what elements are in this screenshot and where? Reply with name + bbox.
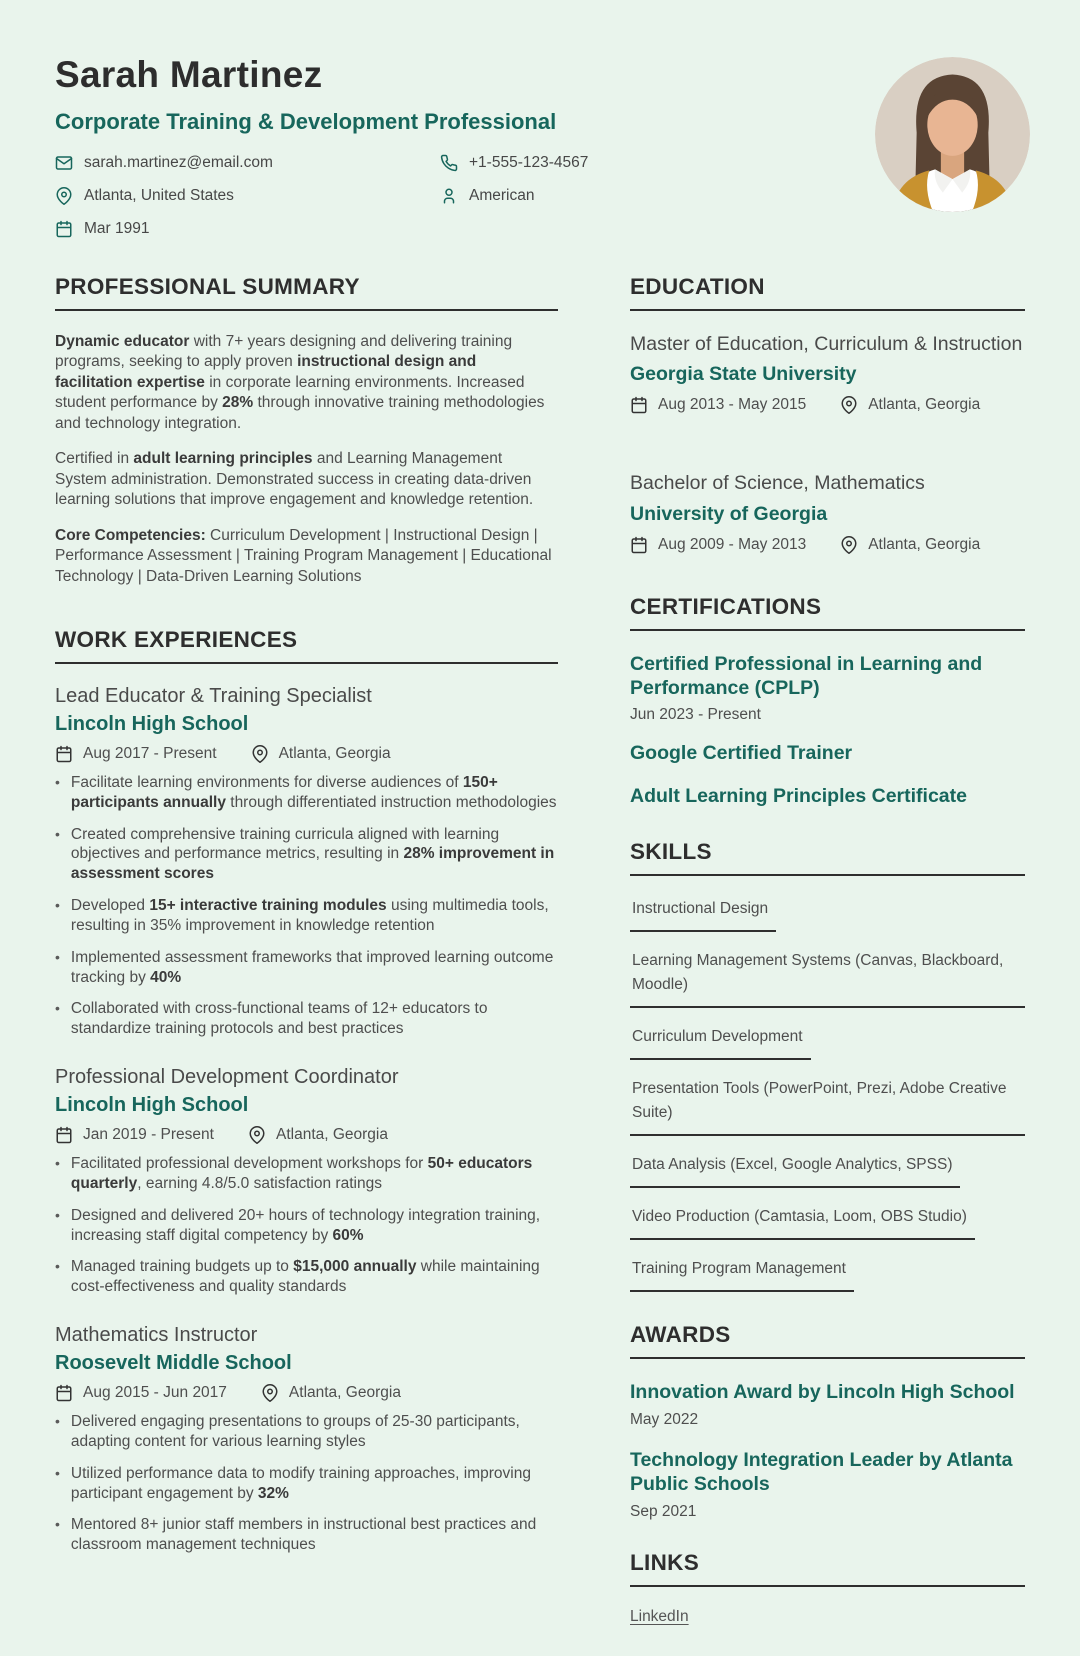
right-column (630, 274, 1025, 1626)
job-company: Lincoln High School (55, 1094, 249, 1117)
skill-item: Training Program Management (630, 1257, 854, 1292)
calendar-icon (55, 745, 73, 763)
map-pin-icon (261, 1384, 279, 1402)
skill-item: Video Production (Camtasia, Loom, OBS Studio) (630, 1205, 975, 1240)
job-headline: Corporate Training & Development Professional (55, 109, 557, 134)
map-pin-icon (840, 536, 858, 554)
education-meta (630, 396, 1025, 414)
person-name: Sarah Martinez (55, 54, 323, 95)
skill-item: Data Analysis (Excel, Google Analytics, SPSS) (630, 1153, 960, 1188)
summary-paragraph: Dynamic educator with 7+ years designing and delivering training programs, seeking to apply proven instructional design and facilitation expertise in corporate learning environments. Increased student performance by 28% through innovative training methodologies and technology integration. (55, 333, 545, 432)
skill-item: Curriculum Development (630, 1025, 811, 1060)
degree-title: Master of Education, Curriculum & Instruction (630, 333, 1023, 355)
bullet-dot: • (55, 897, 60, 914)
education-entry (630, 471, 1025, 553)
bullet-item (55, 1412, 558, 1452)
calendar-icon (55, 1384, 73, 1402)
job-company: Lincoln High School (55, 712, 249, 735)
bullet-text: Developed 15+ interactive training modules using multimedia tools, resulting in 35% improvement in knowledge retention (70, 897, 549, 934)
section-heading-links: LINKS (630, 1550, 1025, 1587)
bullet-dot: • (55, 948, 60, 965)
bullet-item (55, 1206, 558, 1246)
bullet-dot: • (55, 1516, 60, 1533)
job-title: Mathematics Instructor (55, 1324, 258, 1347)
award-name: Technology Integration Leader by Atlanta Public Schools (630, 1448, 1013, 1496)
education-dates: Aug 2009 - May 2013 (658, 535, 807, 553)
section-awards (630, 1322, 1025, 1520)
job-meta (55, 1384, 558, 1402)
job-entry (55, 1324, 558, 1555)
contact-birthdate-value: Mar 1991 (84, 220, 150, 237)
job-meta (55, 1126, 558, 1144)
calendar-icon (630, 536, 648, 554)
education-entry (630, 332, 1025, 414)
bullet-text: Mentored 8+ junior staff members in instructional best practices and classroom management techniques (70, 1516, 537, 1554)
skill-item: Learning Management Systems (Canvas, Blackboard, Moodle) (630, 949, 1025, 1008)
bullet-text: Managed training budgets up to $15,000 annually while maintaining cost-effectiveness and quality standards (70, 1258, 540, 1296)
education-location: Atlanta, Georgia (868, 396, 981, 414)
section-heading-work: WORK EXPERIENCES (55, 627, 558, 664)
person-icon (440, 187, 458, 205)
certification-dates: Jun 2023 - Present (630, 705, 761, 723)
bullet-text: Designed and delivered 20+ hours of technology integration training, increasing staff digital competency by 60% (70, 1206, 541, 1244)
award-name: Innovation Award by Lincoln High School (630, 1381, 1015, 1404)
bullet-dot: • (55, 1206, 60, 1223)
bullet-dot: • (55, 1000, 60, 1017)
bullet-item (55, 825, 558, 884)
contact-phone (440, 154, 835, 172)
bullet-dot: • (55, 1413, 60, 1430)
skill-item: Instructional Design (630, 897, 776, 932)
contact-email (55, 154, 440, 172)
header (55, 54, 1025, 238)
section-education (630, 274, 1025, 554)
bullet-item (55, 1464, 558, 1504)
contact-nationality (440, 187, 835, 205)
left-column (55, 274, 558, 1582)
school-name: Georgia State University (630, 363, 857, 386)
job-entry (55, 1066, 558, 1297)
award-date: May 2022 (630, 1410, 699, 1428)
job-title: Professional Development Coordinator (55, 1066, 399, 1089)
bullet-text: Facilitated professional development workshops for 50+ educators quarterly, earning 4.8/5.0 satisfaction ratings (70, 1155, 533, 1192)
job-dates: Jan 2019 - Present (83, 1126, 214, 1144)
education-location: Atlanta, Georgia (868, 535, 981, 553)
bullet-dot: • (55, 825, 60, 842)
calendar-icon (55, 1126, 73, 1144)
section-heading-summary: PROFESSIONAL SUMMARY (55, 274, 558, 311)
calendar-icon (630, 396, 648, 414)
skill-item: Presentation Tools (PowerPoint, Prezi, Adobe Creative Suite) (630, 1077, 1025, 1136)
section-work-experiences (55, 627, 558, 1555)
contact-birthdate (55, 220, 440, 238)
bullet-text: Utilized performance data to modify training approaches, improving participant engagement by 32% (70, 1464, 531, 1502)
bullet-text: Implemented assessment frameworks that improved learning outcome tracking by 40% (70, 948, 554, 986)
linkedin-link[interactable]: LinkedIn (630, 1607, 689, 1625)
section-heading-certifications: CERTIFICATIONS (630, 594, 1025, 631)
contact-nationality-value: American (469, 187, 535, 204)
bullet-dot: • (55, 1258, 60, 1275)
contact-email-value: sarah.martinez@email.com (84, 154, 273, 171)
job-dates: Aug 2015 - Jun 2017 (83, 1384, 227, 1402)
section-links (630, 1550, 1025, 1626)
certification-name: Google Certified Trainer (630, 741, 853, 764)
bullet-item (55, 1257, 558, 1297)
education-dates: Aug 2013 - May 2015 (658, 396, 807, 414)
section-certifications (630, 594, 1025, 809)
content-columns (55, 274, 1025, 1626)
section-heading-skills: SKILLS (630, 839, 1025, 876)
job-bullets (55, 773, 558, 1039)
bullet-text: Created comprehensive training curricula aligned with learning objectives and performance metrics, resulting in 28% improvement in assessment scores (70, 825, 555, 883)
bullet-item (55, 999, 558, 1039)
certification-name: Adult Learning Principles Certificate (630, 784, 967, 807)
section-heading-education: EDUCATION (630, 274, 1025, 311)
school-name: University of Georgia (630, 502, 828, 525)
job-location: Atlanta, Georgia (278, 744, 391, 762)
section-skills (630, 839, 1025, 1292)
job-bullets (55, 1154, 558, 1297)
bullet-dot: • (55, 1155, 60, 1172)
bullet-item (55, 896, 558, 936)
avatar (875, 57, 1030, 212)
bullet-dot: • (55, 773, 60, 790)
job-entry (55, 685, 558, 1039)
section-heading-awards: AWARDS (630, 1322, 1025, 1359)
bullet-dot: • (55, 1464, 60, 1481)
summary-paragraph: Certified in adult learning principles and Learning Management System administration. Demonstrated success in creating data-driven learning solutions that improve engagement and knowledge retention. (55, 450, 534, 509)
phone-icon (440, 154, 458, 172)
contact-location (55, 187, 440, 205)
bullet-item (55, 948, 558, 988)
contact-info (55, 154, 835, 238)
degree-title: Bachelor of Science, Mathematics (630, 472, 925, 495)
bullet-text: Delivered engaging presentations to groups of 25-30 participants, adapting content for various learning styles (70, 1413, 520, 1450)
job-location: Atlanta, Georgia (288, 1384, 401, 1402)
award-date: Sep 2021 (630, 1502, 697, 1520)
map-pin-icon (248, 1126, 266, 1144)
job-company: Roosevelt Middle School (55, 1352, 292, 1375)
contact-location-value: Atlanta, United States (84, 187, 234, 204)
bullet-text: Facilitate learning environments for diverse audiences of 150+ participants annually through differentiated instruction methodologies (70, 773, 557, 811)
map-pin-icon (55, 187, 73, 205)
map-pin-icon (251, 745, 269, 763)
bullet-item (55, 1515, 558, 1555)
job-meta (55, 745, 558, 763)
contact-phone-value: +1-555-123-4567 (469, 154, 589, 171)
section-professional-summary (55, 274, 558, 587)
certification-name: Certified Professional in Learning and Performance (CPLP) (630, 652, 983, 700)
job-bullets (55, 1412, 558, 1555)
bullet-item (55, 773, 558, 813)
calendar-icon (55, 220, 73, 238)
job-title: Lead Educator & Training Specialist (55, 684, 372, 707)
mail-icon (55, 154, 73, 172)
job-dates: Aug 2017 - Present (83, 744, 217, 762)
bullet-item (55, 1154, 558, 1194)
education-meta (630, 536, 1025, 554)
job-location: Atlanta, Georgia (275, 1126, 388, 1144)
map-pin-icon (840, 396, 858, 414)
summary-paragraph: Core Competencies: Curriculum Development | Instructional Design | Performance Assessment | Training Program Management | Educational Technology | Data-Driven Learning Solutions (55, 526, 552, 585)
bullet-text: Collaborated with cross-functional teams of 12+ educators to standardize training protocols and best practices (70, 1000, 488, 1038)
